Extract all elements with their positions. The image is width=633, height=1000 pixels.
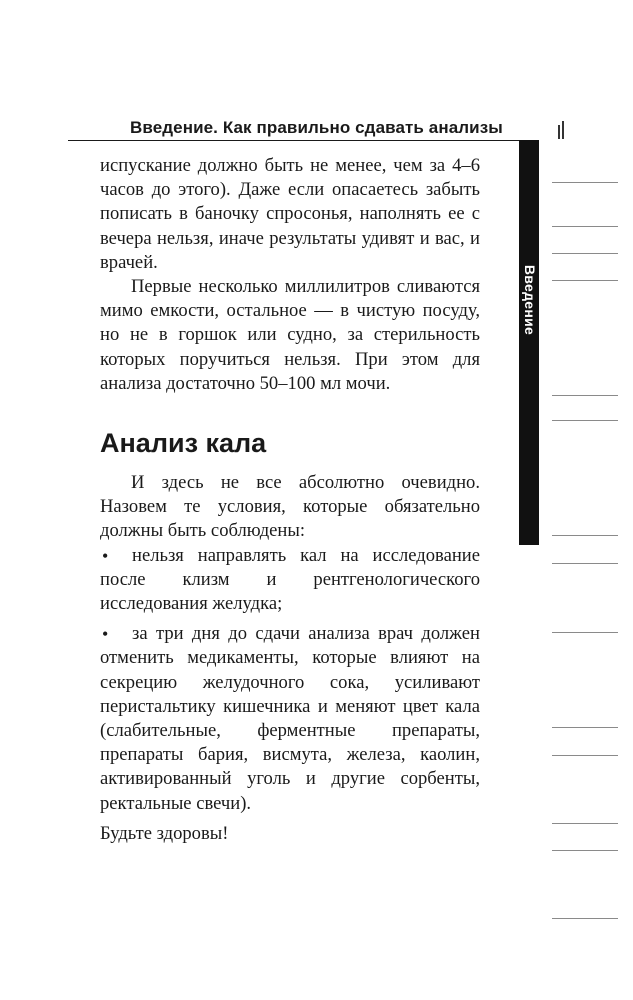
margin-line (552, 632, 618, 633)
header-rule (68, 140, 538, 141)
margin-line (552, 823, 618, 824)
list-item (100, 544, 480, 617)
bullet-list (100, 544, 480, 816)
closing-line: Будьте здоровы! (100, 822, 229, 844)
margin-line (552, 226, 618, 227)
bullet-icon: • (102, 545, 109, 566)
margin-line (552, 420, 618, 421)
section-tab-label: Введение (522, 264, 538, 336)
margin-line (552, 727, 618, 728)
margin-line (552, 280, 618, 281)
margin-line (552, 182, 618, 183)
list-item-text: за три дня до сдачи анализа врач должен отменить медикаменты, которые влияют на секрецию желудочного сока, усиливают перистальтику кишечника и меняют цвет кала (слабительные, ферментные препараты, препараты бария, висмута, железа, каолин, активированный уголь и другие сорбенты, ректальные свечи). (100, 623, 480, 814)
list-item-text: нельзя направлять кал на исследование после клизм и рентгенологического исследования желудка; (100, 544, 480, 615)
margin-line (552, 535, 618, 536)
margin-line (552, 395, 618, 396)
margin-line (552, 918, 618, 919)
page-number-mark (556, 121, 566, 139)
section-heading: Анализ кала (100, 428, 267, 459)
section-tab (519, 140, 539, 545)
paragraph: испускание должно быть не менее, чем за 4–6 часов до этого). Даже если опасаетесь забыть пописать в баночку спросонья, наполнять ее с вечера нельзя, иначе результаты удивят и вас, и врачей. (100, 155, 480, 273)
bullet-icon: • (102, 624, 109, 645)
paragraph: Первые несколько миллилитров сливаются мимо емкости, остальное — в чистую посуду, но не в горшок или судно, за стерильность которых поручиться нельзя. При этом для анализа достаточно 50–100 мл мочи. (100, 276, 480, 394)
margin-line (552, 563, 618, 564)
page-body (100, 154, 480, 846)
list-item (100, 622, 480, 816)
margin-line (552, 850, 618, 851)
running-head-title: Введение. Как правильно сдавать анализы (130, 118, 503, 137)
margin-line (552, 755, 618, 756)
paragraph: И здесь не все абсолютно очевидно. Назовем те условия, которые обязательно должны быть соблюдены: (100, 472, 480, 542)
margin-line (552, 253, 618, 254)
